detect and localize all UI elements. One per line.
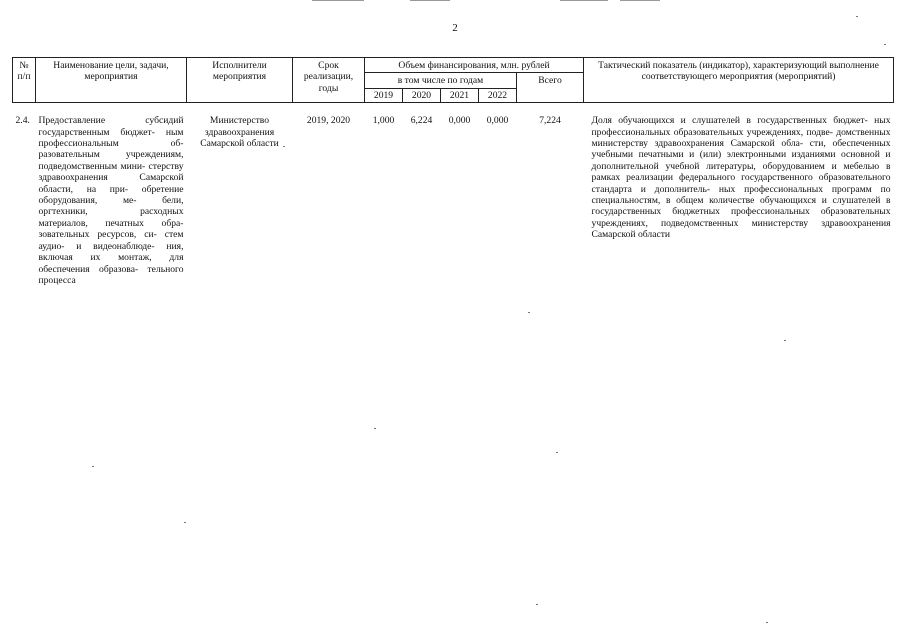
scan-speck <box>283 146 285 147</box>
row-value-2020: 6,224 <box>410 115 433 127</box>
header-term: Срок реализации, годы <box>293 58 365 103</box>
scan-edge-line <box>620 0 660 1</box>
page-number: 2 <box>452 22 458 34</box>
row-executor: Министерство здравоохранения Самарской области <box>200 115 279 150</box>
header-indicator: Тактический показатель (индикатор), характеризующий выполнение соответствующего мероприятия (мероприятий) <box>584 58 894 103</box>
scan-speck <box>374 428 376 429</box>
header-row-1 <box>13 58 894 73</box>
scan-edge-line <box>312 0 364 1</box>
row-num: 2.4. <box>15 115 30 127</box>
row-value-2021: 0,000 <box>448 115 471 127</box>
row-name: Предоставление субсидий государственным бюджет- ным профессиональным об- разовательным учреждениям, подведомственным мини- стерству здравоохранения Самарской области, на при- обретение оборудования, ме- бели, оргтехники, расходных материалов, печатных обра- зовательных ресурсов, си- стем аудио- и видеонаблюде- ния, включая их монтаж, для обеспечения образова- тельного процесса <box>38 115 184 286</box>
row-value-2022: 0,000 <box>486 115 509 127</box>
scan-speck <box>556 452 558 453</box>
scan-speck <box>856 16 858 17</box>
header-year: 2019 <box>365 88 403 102</box>
scan-edge-line <box>560 0 608 1</box>
scan-speck <box>536 604 538 605</box>
row-term: 2019, 2020 <box>306 115 351 127</box>
scan-speck <box>184 522 186 523</box>
scan-speck <box>784 340 786 341</box>
scan-speck <box>884 44 886 45</box>
program-activities-table <box>12 57 894 287</box>
header-name: Наименование цели, задачи, мероприятия <box>36 58 187 103</box>
header-total: Всего <box>517 73 584 103</box>
header-year: 2022 <box>479 88 517 102</box>
row-indicator: Доля обучающихся и слушателей в государственных бюджет- ных профессиональных образовательных учреждениях, подве- домственных министерству здравоохранения Самарской обла- сти, обеспеченных учебными печатными и (или) электронными изданиями основной и дополнительной учебной литературы, оборудованием и мебелью в рамках реализации федерального государственного образовательного стандарта и дополнитель- ных профессиональных программ по специальностям, в общем количестве обучающихся и слушателей в государственных бюджетных профессиональных образовательных учреждениях, подведомственных министерству здравоохранения Самарской области <box>591 115 891 241</box>
scan-speck <box>92 466 94 467</box>
header-year: 2020 <box>403 88 441 102</box>
header-financing: Объем финансирования, млн. рублей <box>365 58 584 73</box>
table-row <box>13 103 894 288</box>
row-value-2019: 1,000 <box>372 115 395 127</box>
header-executors: Исполнители мероприятия <box>187 58 293 103</box>
scan-speck <box>528 312 530 313</box>
header-by-years: в том числе по годам <box>365 73 517 88</box>
header-year: 2021 <box>441 88 479 102</box>
row-total: 7,224 <box>539 115 561 127</box>
header-num: № п/п <box>13 58 36 103</box>
scan-edge-line <box>410 0 450 1</box>
scan-speck <box>766 622 768 623</box>
